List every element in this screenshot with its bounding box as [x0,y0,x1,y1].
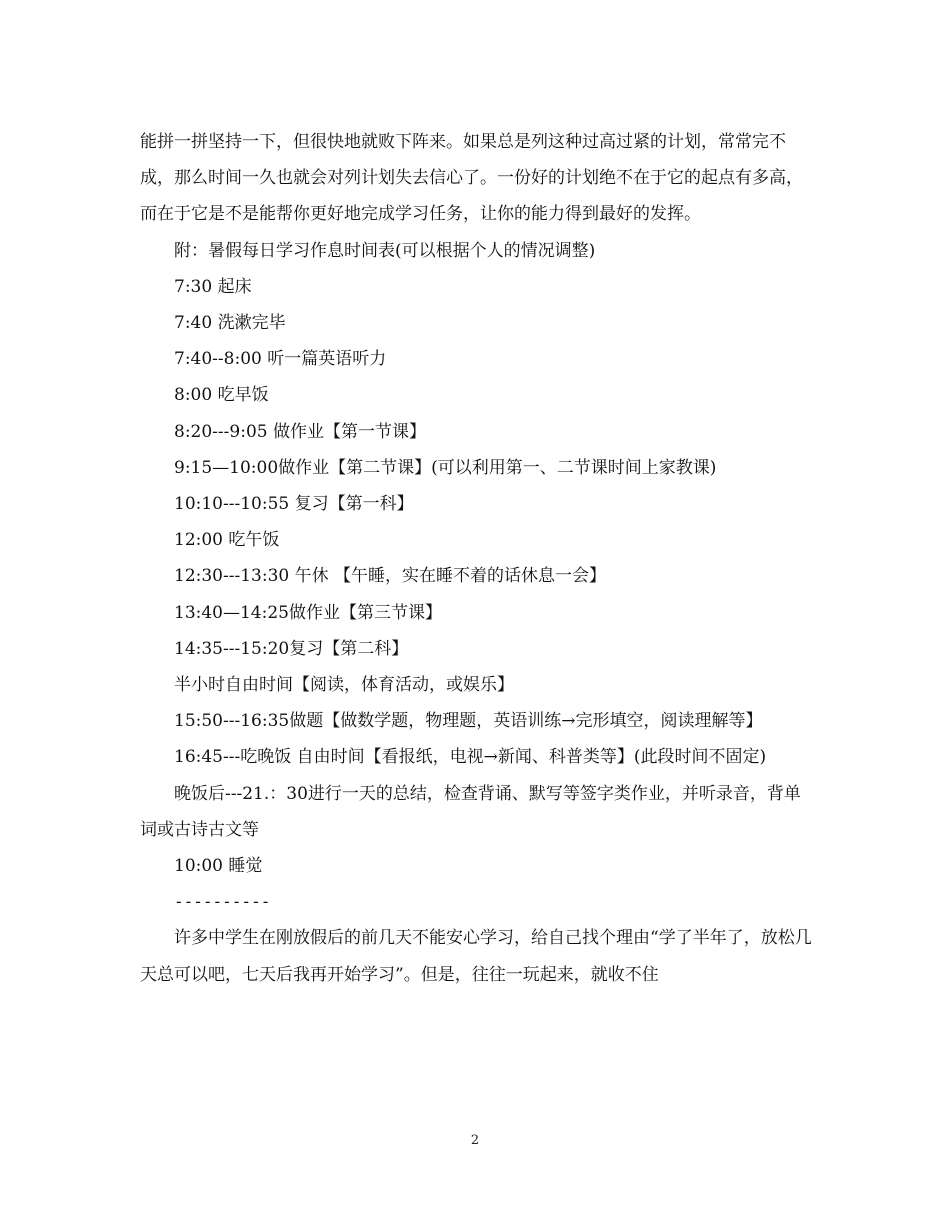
schedule-item: 9:15—10:00做作业【第二节课】(可以利用第一、二节课时间上家教课) [174,457,717,478]
schedule-item: 15:50---16:35做题【做数学题，物理题，英语训练→完形填空，阅读理解等】 [174,711,763,732]
schedule-item: 半小时自由时间【阅读，体育活动，或娱乐】 [174,675,514,696]
schedule-item: 13:40—14:25做作业【第三节课】 [174,602,442,623]
page-number: 2 [470,1133,480,1148]
schedule-item: 12:00 吃午饭 [174,530,280,551]
schedule-item: 16:45---吃晚饭 自由时间【看报纸，电视→新闻、科普类等】(此段时间不固定) [174,747,767,768]
schedule-item: 7:40 洗漱完毕 [174,313,286,334]
schedule-item: 12:30---13:30 午休 【午睡，实在睡不着的话休息一会】 [174,566,607,587]
schedule-item: 晚饭后---21.：30进行一天的总结，检查背诵、默写等签字类作业，并听录音，背单词或古诗古文等 [140,783,801,840]
schedule-title: 附：暑假每日学习作息时间表(可以根据个人的情况调整) [174,240,596,261]
schedule-item: 7:40--8:00 听一篇英语听力 [174,349,387,370]
schedule-item: 14:35---15:20复习【第二科】 [174,638,409,659]
schedule-item: 10:00 睡觉 [174,856,263,877]
schedule-item: 7:30 起床 [174,276,252,297]
paragraph-continuation: 能拼一拼坚持一下，但很快地就败下阵来。如果总是列这种过高过紧的计划，常常完不成，那么时间一久也就会对列计划失去信心了。一份好的计划绝不在于它的起点有多高，而在于它是不是能帮你更好地完成学习任务，让你的能力得到最好的发挥。 [140,132,803,225]
schedule-item: 10:10---10:55 复习【第一科】 [174,494,414,515]
schedule-item: 8:00 吃早饭 [174,385,269,406]
paragraph-next: 许多中学生在刚放假后的前几天不能安心学习，给自己找个理由“学了半年了，放松几天总可以吧，七天后我再开始学习”。但是，往往一玩起来，就收不住 [140,928,812,985]
section-divider: ---------- [174,892,271,912]
document-body [140,124,812,993]
schedule-item: 8:20---9:05 做作业【第一节课】 [174,421,426,442]
